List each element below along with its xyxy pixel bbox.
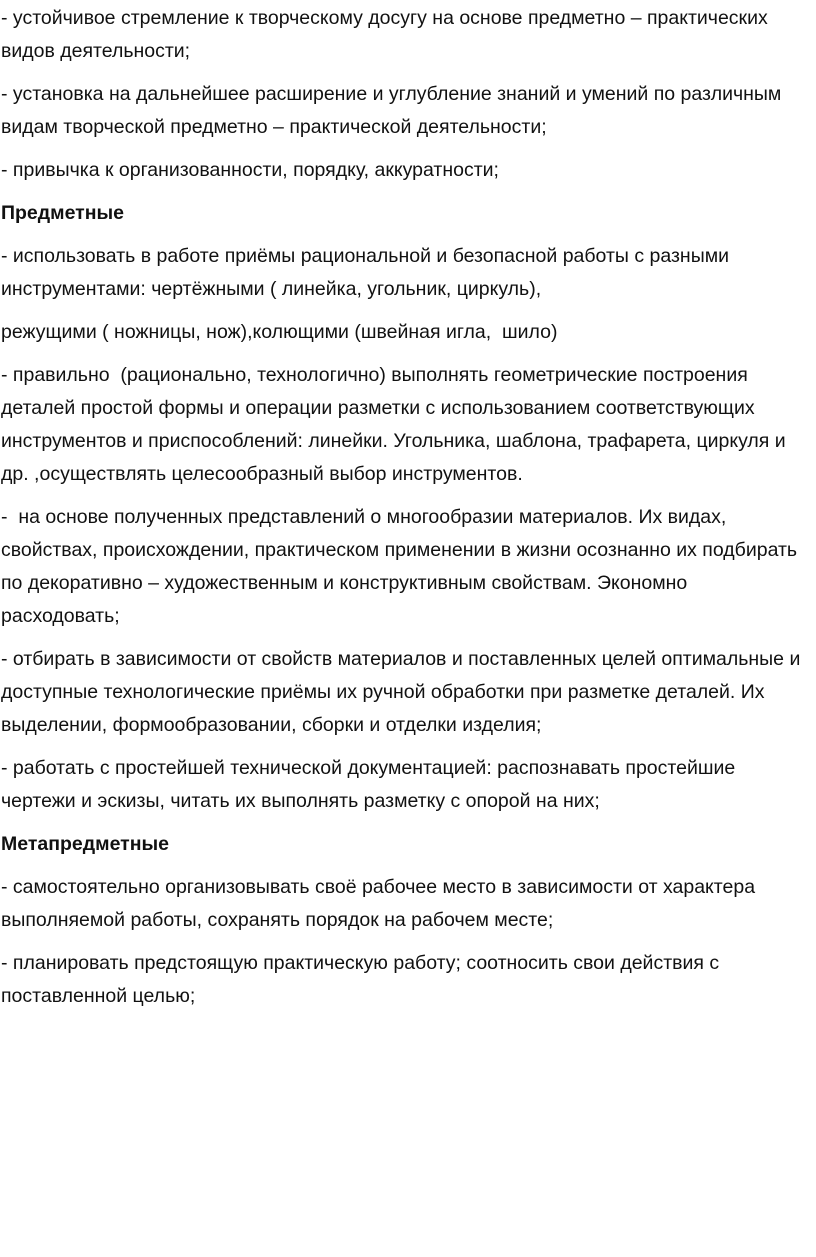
paragraph-cutting-tools: режущими ( ножницы, нож),колющими (швейная игла, шило) xyxy=(1,321,558,343)
heading-meta-results: Метапредметные xyxy=(1,833,169,855)
paragraph-technical-documentation: - работать с простейшей технической документацией: распознавать простейшие чертежи и эскизы, читать их выполнять разметку с опорой на них; xyxy=(1,757,741,812)
paragraph-geometric-construction: - правильно (рационально, технологично) выполнять геометрические построения деталей простой формы и операции разметки с использованием соответствующих инструментов и приспособлений: линейки. Угольника, шаблона, трафарета, циркуля и др. ,осуществлять целесообразный выбор инструментов. xyxy=(1,364,792,485)
paragraph-workplace-organization: - самостоятельно организовывать своё рабочее место в зависимости от характера выполняемой работы, сохранять порядок на рабочем месте; xyxy=(1,876,761,931)
paragraph-deepening-knowledge: - установка на дальнейшее расширение и углубление знаний и умений по различным видам творческой предметно – практической деятельности; xyxy=(1,83,787,138)
paragraph-organization-habit: - привычка к организованности, порядку, аккуратности; xyxy=(1,159,499,181)
paragraph-materials: - на основе полученных представлений о многообразии материалов. Их видах, свойствах, происхождении, практическом применении в жизни осознанно их подбирать по декоративно – художественным и конструктивным свойствам. Экономно расходовать; xyxy=(1,506,803,627)
heading-subject-results: Предметные xyxy=(1,202,124,224)
paragraph-tools-usage: - использовать в работе приёмы рациональной и безопасной работы с разными инструментами: чертёжными ( линейка, угольник, циркуль), xyxy=(1,245,735,300)
paragraph-processing-techniques: - отбирать в зависимости от свойств материалов и поставленных целей оптимальные и доступные технологические приёмы их ручной обработки при разметке деталей. Их выделении, формообразовании, сборки и отделки изделия; xyxy=(1,648,806,736)
paragraph-creative-leisure: - устойчивое стремление к творческому досугу на основе предметно – практических видов деятельности; xyxy=(1,7,774,62)
paragraph-planning-work: - планировать предстоящую практическую работу; соотносить свои действия с поставленной целью; xyxy=(1,952,725,1007)
